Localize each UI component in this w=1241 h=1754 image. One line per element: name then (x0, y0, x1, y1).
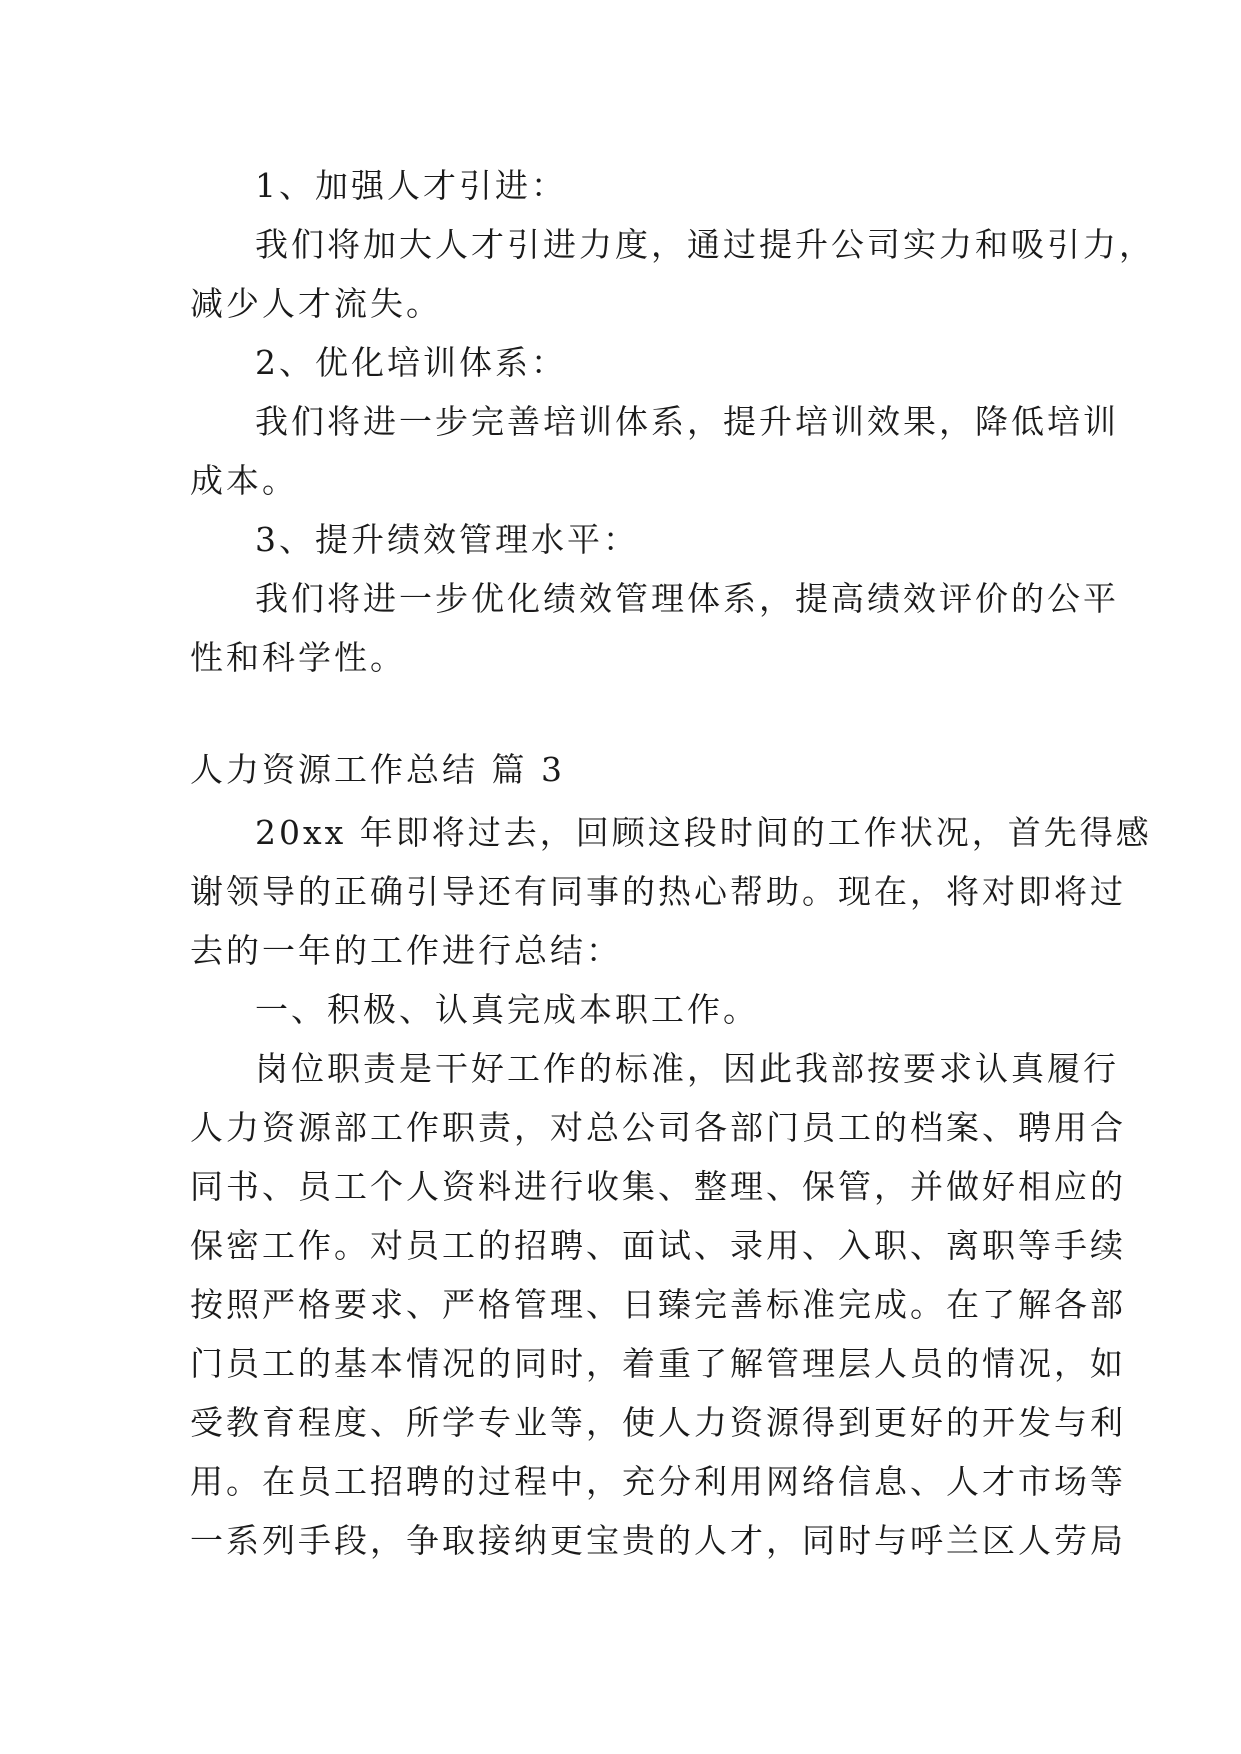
paragraph-line: 受教育程度、所学专业等，使人力资源得到更好的开发与利 (190, 1403, 1126, 1442)
paragraph-line: 性和科学性。 (190, 638, 406, 677)
list-heading-1: 1、加强人才引进： (255, 166, 567, 205)
paragraph-line: 谢领导的正确引导还有同事的热心帮助。现在，将对即将过 (190, 872, 1126, 911)
section-title: 人力资源工作总结 篇 3 (190, 750, 565, 789)
paragraph-line: 门员工的基本情况的同时，着重了解管理层人员的情况，如 (190, 1344, 1126, 1383)
paragraph-line: 我们将加大人才引进力度，通过提升公司实力和吸引力， (255, 225, 1155, 264)
paragraph-line: 保密工作。对员工的招聘、面试、录用、入职、离职等手续 (190, 1226, 1126, 1265)
paragraph-line: 减少人才流失。 (190, 284, 442, 323)
paragraph-line: 一系列手段，争取接纳更宝贵的人才，同时与呼兰区人劳局 (190, 1521, 1126, 1560)
paragraph-line: 去的一年的工作进行总结： (190, 931, 622, 970)
list-heading-2: 2、优化培训体系： (255, 343, 567, 382)
list-heading-3: 3、提升绩效管理水平： (255, 520, 639, 559)
paragraph-line: 按照严格要求、严格管理、日臻完善标准完成。在了解各部 (190, 1285, 1126, 1324)
paragraph-line: 用。在员工招聘的过程中，充分利用网络信息、人才市场等 (190, 1462, 1126, 1501)
paragraph-line: 同书、员工个人资料进行收集、整理、保管，并做好相应的 (190, 1167, 1126, 1206)
paragraph-line: 我们将进一步优化绩效管理体系，提高绩效评价的公平 (255, 579, 1119, 618)
paragraph-line: 人力资源部工作职责，对总公司各部门员工的档案、聘用合 (190, 1108, 1126, 1147)
subsection-heading: 一、积极、认真完成本职工作。 (255, 990, 759, 1029)
paragraph-line: 20xx 年即将过去，回顾这段时间的工作状况，首先得感 (255, 813, 1152, 852)
paragraph-line: 成本。 (190, 461, 298, 500)
paragraph-line: 岗位职责是干好工作的标准，因此我部按要求认真履行 (255, 1049, 1119, 1088)
paragraph-line: 我们将进一步完善培训体系，提升培训效果，降低培训 (255, 402, 1119, 441)
